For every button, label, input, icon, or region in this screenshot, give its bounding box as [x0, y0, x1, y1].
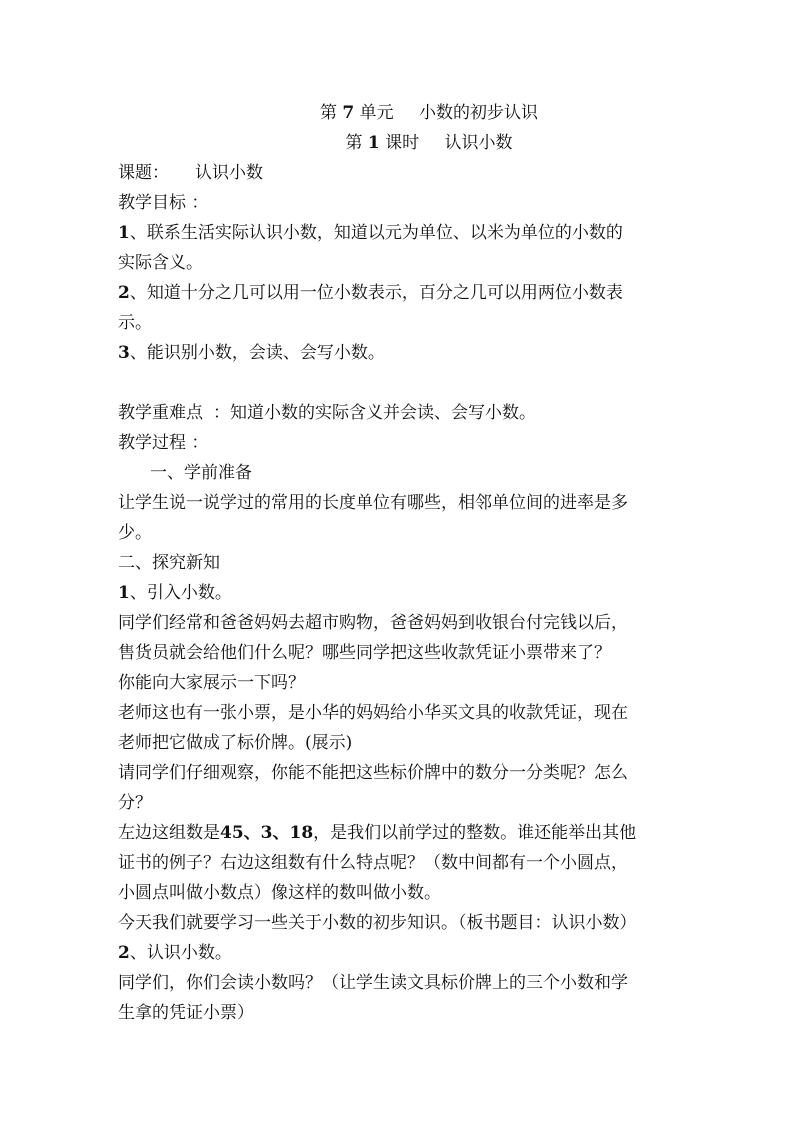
- paragraph-1-line-1: 同学们经常和爸爸妈妈去超市购物，爸爸妈妈到收银台付完钱以后，: [118, 613, 628, 633]
- section-1-paragraph-line-1: 让学生说一说学过的常用的长度单位有哪些，相邻单位间的进率是多: [118, 493, 628, 513]
- goals-heading: 教学目标 ：: [118, 193, 209, 213]
- goal-3-line-1: 3、能识别小数，会读、会写小数。: [118, 343, 385, 363]
- section-1-heading: 一、学前准备: [150, 463, 252, 483]
- goal-1-line-1: 1、联系生活实际认识小数，知道以元为单位、以米为单位的小数的: [118, 223, 623, 243]
- paragraph-4-line-2: 证书的例子？右边这组数有什么特点呢？（数中间都有一个小圆点，: [118, 853, 628, 873]
- paragraph-6-line-1: 同学们，你们会读小数吗？（让学生读文具标价牌上的三个小数和学: [118, 973, 628, 993]
- spacer: [118, 368, 678, 398]
- paragraph-5-line-1: 今天我们就要学习一些关于小数的初步知识。（板书题目：认识小数）: [118, 913, 637, 933]
- key-points-line: 教学重难点 ：知道小数的实际含义并会读、会写小数。: [118, 403, 536, 423]
- process-heading: 教学过程 ：: [118, 433, 209, 453]
- paragraph-3-line-2: 分？: [118, 793, 152, 813]
- paragraph-2-line-2: 老师把它做成了标价牌。(展示): [118, 733, 353, 753]
- subsection-2-2-heading: 2、认识小数。: [118, 943, 232, 963]
- subsection-2-1-heading: 1、引入小数。: [118, 583, 232, 603]
- goal-1-line-2: 实际含义。: [118, 253, 203, 273]
- topic-line: 课题： 认识小数: [118, 163, 263, 183]
- section-2-heading: 二、探究新知: [118, 553, 220, 573]
- paragraph-4-line-3: 小圆点叫做小数点）像这样的数叫做小数。: [118, 883, 441, 903]
- goal-2-line-1: 2、知道十分之几可以用一位小数表示，百分之几可以用两位小数表: [118, 283, 623, 303]
- paragraph-6-line-2: 生拿的凭证小票）: [118, 1003, 254, 1023]
- goal-2-line-2: 示。: [118, 313, 152, 333]
- paragraph-1-line-3: 你能向大家展示一下吗？: [118, 673, 305, 693]
- unit-title: 第 7 单元 小数的初步认识: [319, 103, 539, 123]
- lesson-title: 第 1 课时 认识小数: [345, 133, 513, 153]
- paragraph-2-line-1: 老师这也有一张小票，是小华的妈妈给小华买文具的收款凭证，现在: [118, 703, 628, 723]
- paragraph-3-line-1: 请同学们仔细观察，你能不能把这些标价牌中的数分一分类呢？怎么: [118, 763, 628, 783]
- paragraph-1-line-2: 售货员就会给他们什么呢？哪些同学把这些收款凭证小票带来了？: [118, 643, 611, 663]
- document-body: [118, 98, 678, 1028]
- section-1-paragraph-line-2: 少。: [118, 523, 152, 543]
- paragraph-4-line-1: 左边这组数是45、3、18，是我们以前学过的整数。谁还能举出其他: [118, 823, 637, 843]
